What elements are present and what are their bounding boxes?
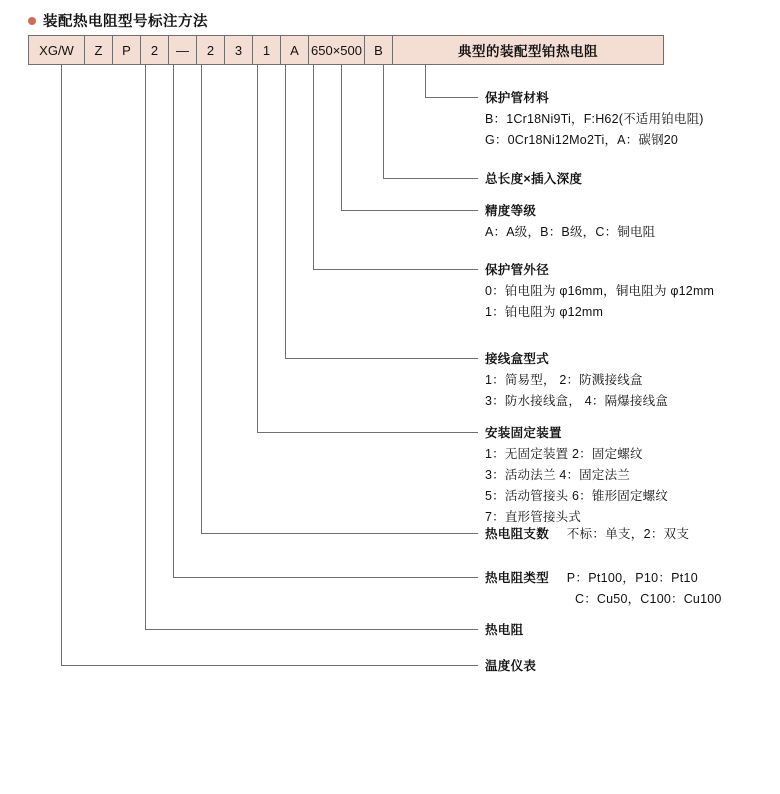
page-title-text: 装配热电阻型号标注方法 <box>43 14 208 30</box>
annotation-head: 保护管材料 <box>485 91 550 105</box>
model-code-cell: A <box>281 36 309 64</box>
model-code-cell: Z <box>85 36 113 64</box>
model-code-cell: 650×500 <box>309 36 365 64</box>
annotation-line: 1：无固定装置 2：固定螺纹 <box>485 447 643 461</box>
annotation-line: A：A级，B：B级，C：铜电阻 <box>485 225 656 239</box>
annotation-head: 热电阻 <box>485 623 524 637</box>
annotation-head-row <box>485 568 722 589</box>
annotation-rtd-type <box>485 568 722 610</box>
annotation-head: 保护管外径 <box>485 263 550 277</box>
annotation-temperature-instrument <box>485 656 536 677</box>
annotation-line: 5：活动管接头 6：锥形固定螺纹 <box>485 489 669 503</box>
annotation-inline: P：Pt100，P10：Pt10 <box>566 571 699 585</box>
model-code-cell: 3 <box>225 36 253 64</box>
annotation-head: 热电阻类型 <box>485 571 550 585</box>
annotation-head: 热电阻支数 <box>485 527 550 541</box>
annotation-line: G：0Cr18Ni12Mo2Ti，A：碳钢20 <box>485 133 679 147</box>
annotation-mounting-fixture <box>485 423 668 528</box>
annotation-accuracy-grade <box>485 201 655 243</box>
annotation-line: 1：铂电阻为 φ12mm <box>485 305 604 319</box>
annotation-head-row <box>485 524 689 545</box>
annotation-line: 7：直形管接头式 <box>485 510 582 524</box>
annotation-head: 精度等级 <box>485 204 537 218</box>
annotation-line: 1：简易型， 2：防溅接线盒 <box>485 373 643 387</box>
model-code-cell: — <box>169 36 197 64</box>
annotation-protection-tube-material <box>485 88 704 151</box>
model-code-cell: XG/W <box>29 36 85 64</box>
model-code-cell: 1 <box>253 36 281 64</box>
annotation-head: 温度仪表 <box>485 659 537 673</box>
annotation-inline: 不标：单支，2：双支 <box>566 527 690 541</box>
page-title <box>28 10 208 31</box>
model-code-row <box>28 35 664 65</box>
annotation-line: B：1Cr18Ni9Ti，F:H62(不适用铂电阻) <box>485 112 704 126</box>
bullet-icon <box>28 17 36 25</box>
annotation-rtd-branch-count <box>485 524 689 545</box>
annotation-line: 0：铂电阻为 φ16mm，铜电阻为 φ12mm <box>485 284 715 298</box>
model-code-cell: 2 <box>197 36 225 64</box>
annotation-total-length-insertion-depth <box>485 169 582 190</box>
annotation-head: 总长度×插入深度 <box>485 172 583 186</box>
annotation-rtd-label <box>485 620 523 641</box>
annotation-junction-box-type <box>485 349 668 412</box>
annotation-line: 3：活动法兰 4：固定法兰 <box>485 468 630 482</box>
annotation-line: 3：防水接线盒， 4：隔爆接线盒 <box>485 394 669 408</box>
model-code-cell: P <box>113 36 141 64</box>
model-code-cell: 2 <box>141 36 169 64</box>
annotation-head: 安装固定装置 <box>485 426 562 440</box>
model-code-description: 典型的装配型铂热电阻 <box>393 36 663 64</box>
annotation-line: C：Cu50，C100：Cu100 <box>575 592 722 606</box>
model-code-cell: B <box>365 36 393 64</box>
annotation-head: 接线盒型式 <box>485 352 550 366</box>
annotation-protection-tube-diameter <box>485 260 714 323</box>
